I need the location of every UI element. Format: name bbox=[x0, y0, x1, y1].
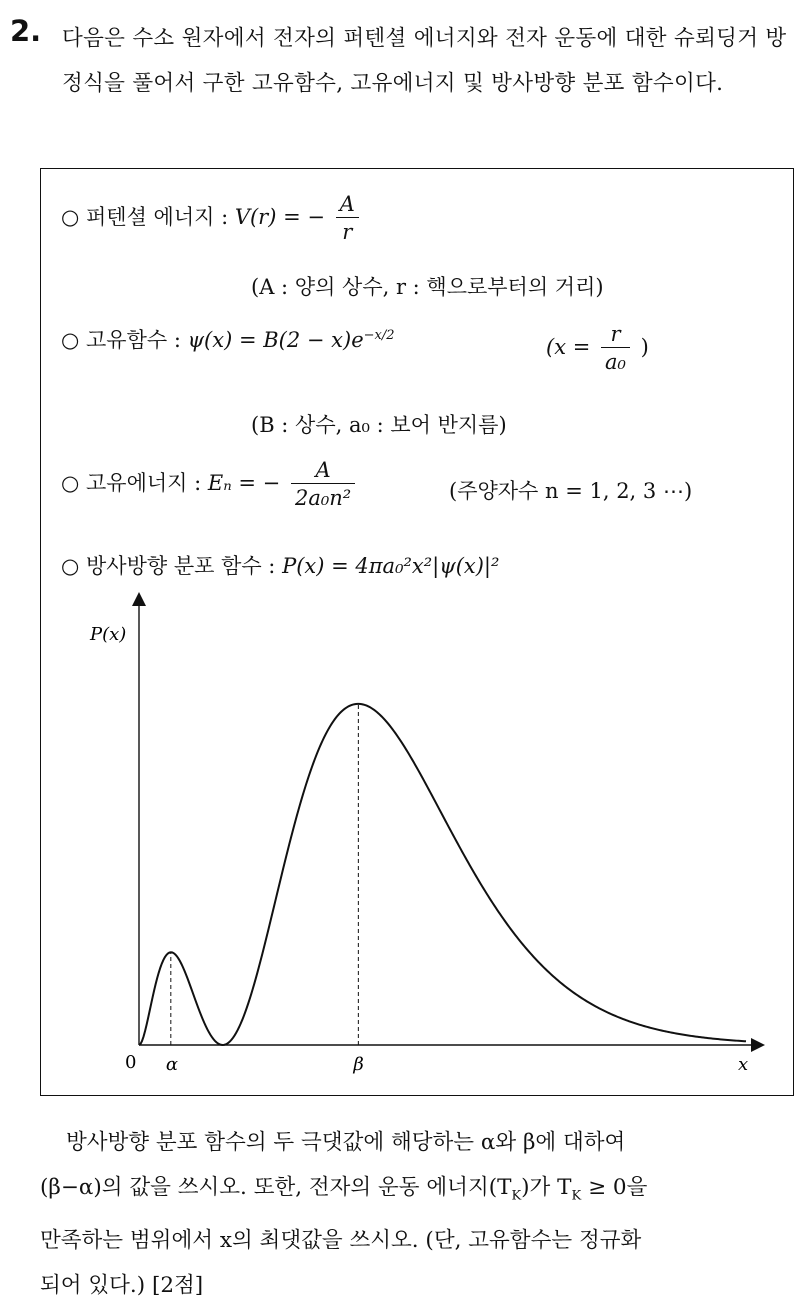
footer-line-2b: )가 T bbox=[521, 1175, 572, 1200]
energy-fraction bbox=[291, 457, 355, 512]
radial-distribution-curve bbox=[139, 704, 746, 1045]
footer-line-2c: ≥ 0을 bbox=[581, 1175, 648, 1200]
potential-note: (A : 양의 상수, r : 핵으로부터의 거리) bbox=[251, 275, 604, 299]
beta-label: β bbox=[353, 1054, 364, 1075]
energy-numerator: A bbox=[291, 457, 355, 484]
formula-box bbox=[40, 168, 794, 1096]
x-def-lhs: (x = bbox=[546, 335, 591, 359]
eigenfunction-row bbox=[61, 324, 395, 354]
x-def-fraction bbox=[601, 321, 630, 376]
x-def-numerator: r bbox=[601, 321, 630, 348]
energy-lhs: Eₙ = − bbox=[207, 471, 281, 495]
radial-row bbox=[61, 550, 499, 580]
footer-line-2a: (β−α)의 값을 쓰시오. 또한, 전자의 운동 에너지(T bbox=[40, 1175, 512, 1200]
x-def-rhs: ) bbox=[640, 335, 649, 359]
footer-line-1: 방사방향 분포 함수의 두 극댓값에 해당하는 α와 β에 대하여 bbox=[66, 1130, 626, 1155]
question-number: 2. bbox=[10, 14, 42, 48]
origin-label: 0 bbox=[125, 1052, 137, 1073]
footer-line-4: 되어 있다.) [2점] bbox=[40, 1273, 204, 1299]
radial-label: ○ 방사방향 분포 함수 : bbox=[61, 554, 276, 578]
potential-fraction bbox=[336, 191, 359, 246]
footer-line-2 bbox=[40, 1165, 800, 1218]
energy-denominator: 2a₀n² bbox=[294, 486, 352, 510]
potential-numerator: A bbox=[336, 191, 359, 218]
question-footer bbox=[40, 1120, 800, 1308]
radial-distribution-chart bbox=[46, 587, 786, 1087]
footer-line-3: 만족하는 범위에서 x의 최댓값을 쓰시오. (단, 고유함수는 정규화 bbox=[40, 1228, 642, 1254]
eigenfunction-exponent: −x/2 bbox=[363, 328, 395, 343]
alpha-label: α bbox=[165, 1054, 178, 1075]
potential-row bbox=[61, 191, 363, 246]
eigenfunction-note: (B : 상수, a₀ : 보어 반지름) bbox=[251, 413, 507, 437]
potential-denominator: r bbox=[342, 220, 353, 244]
energy-row bbox=[61, 457, 359, 512]
y-axis-label: P(x) bbox=[90, 624, 127, 645]
eigenfunction-label: ○ 고유함수 : bbox=[61, 328, 181, 352]
x-axis-label: x bbox=[738, 1054, 749, 1075]
question-intro: 다음은 수소 원자에서 전자의 퍼텐셜 에너지와 전자 운동에 대한 슈뢰딩거 방정식을 풀어서 구한 고유함수, 고유에너지 및 방사방향 분포 함수이다. bbox=[62, 26, 787, 96]
potential-label: ○ 퍼텐셜 에너지 : bbox=[61, 205, 229, 229]
radial-eq: P(x) = 4πa₀²x²|ψ(x)|² bbox=[282, 554, 500, 578]
eigenfunction-eq: ψ(x) = B(2 − x)e bbox=[187, 328, 364, 352]
potential-lhs: V(r) = − bbox=[234, 205, 325, 229]
x-definition bbox=[546, 321, 649, 376]
x-def-denominator: a₀ bbox=[605, 350, 626, 374]
energy-note: (주양자수 n = 1, 2, 3 ⋯) bbox=[449, 479, 693, 503]
footer-sub-k1: K bbox=[511, 1188, 522, 1204]
footer-sub-k2: K bbox=[571, 1188, 582, 1204]
energy-label: ○ 고유에너지 : bbox=[61, 471, 202, 495]
